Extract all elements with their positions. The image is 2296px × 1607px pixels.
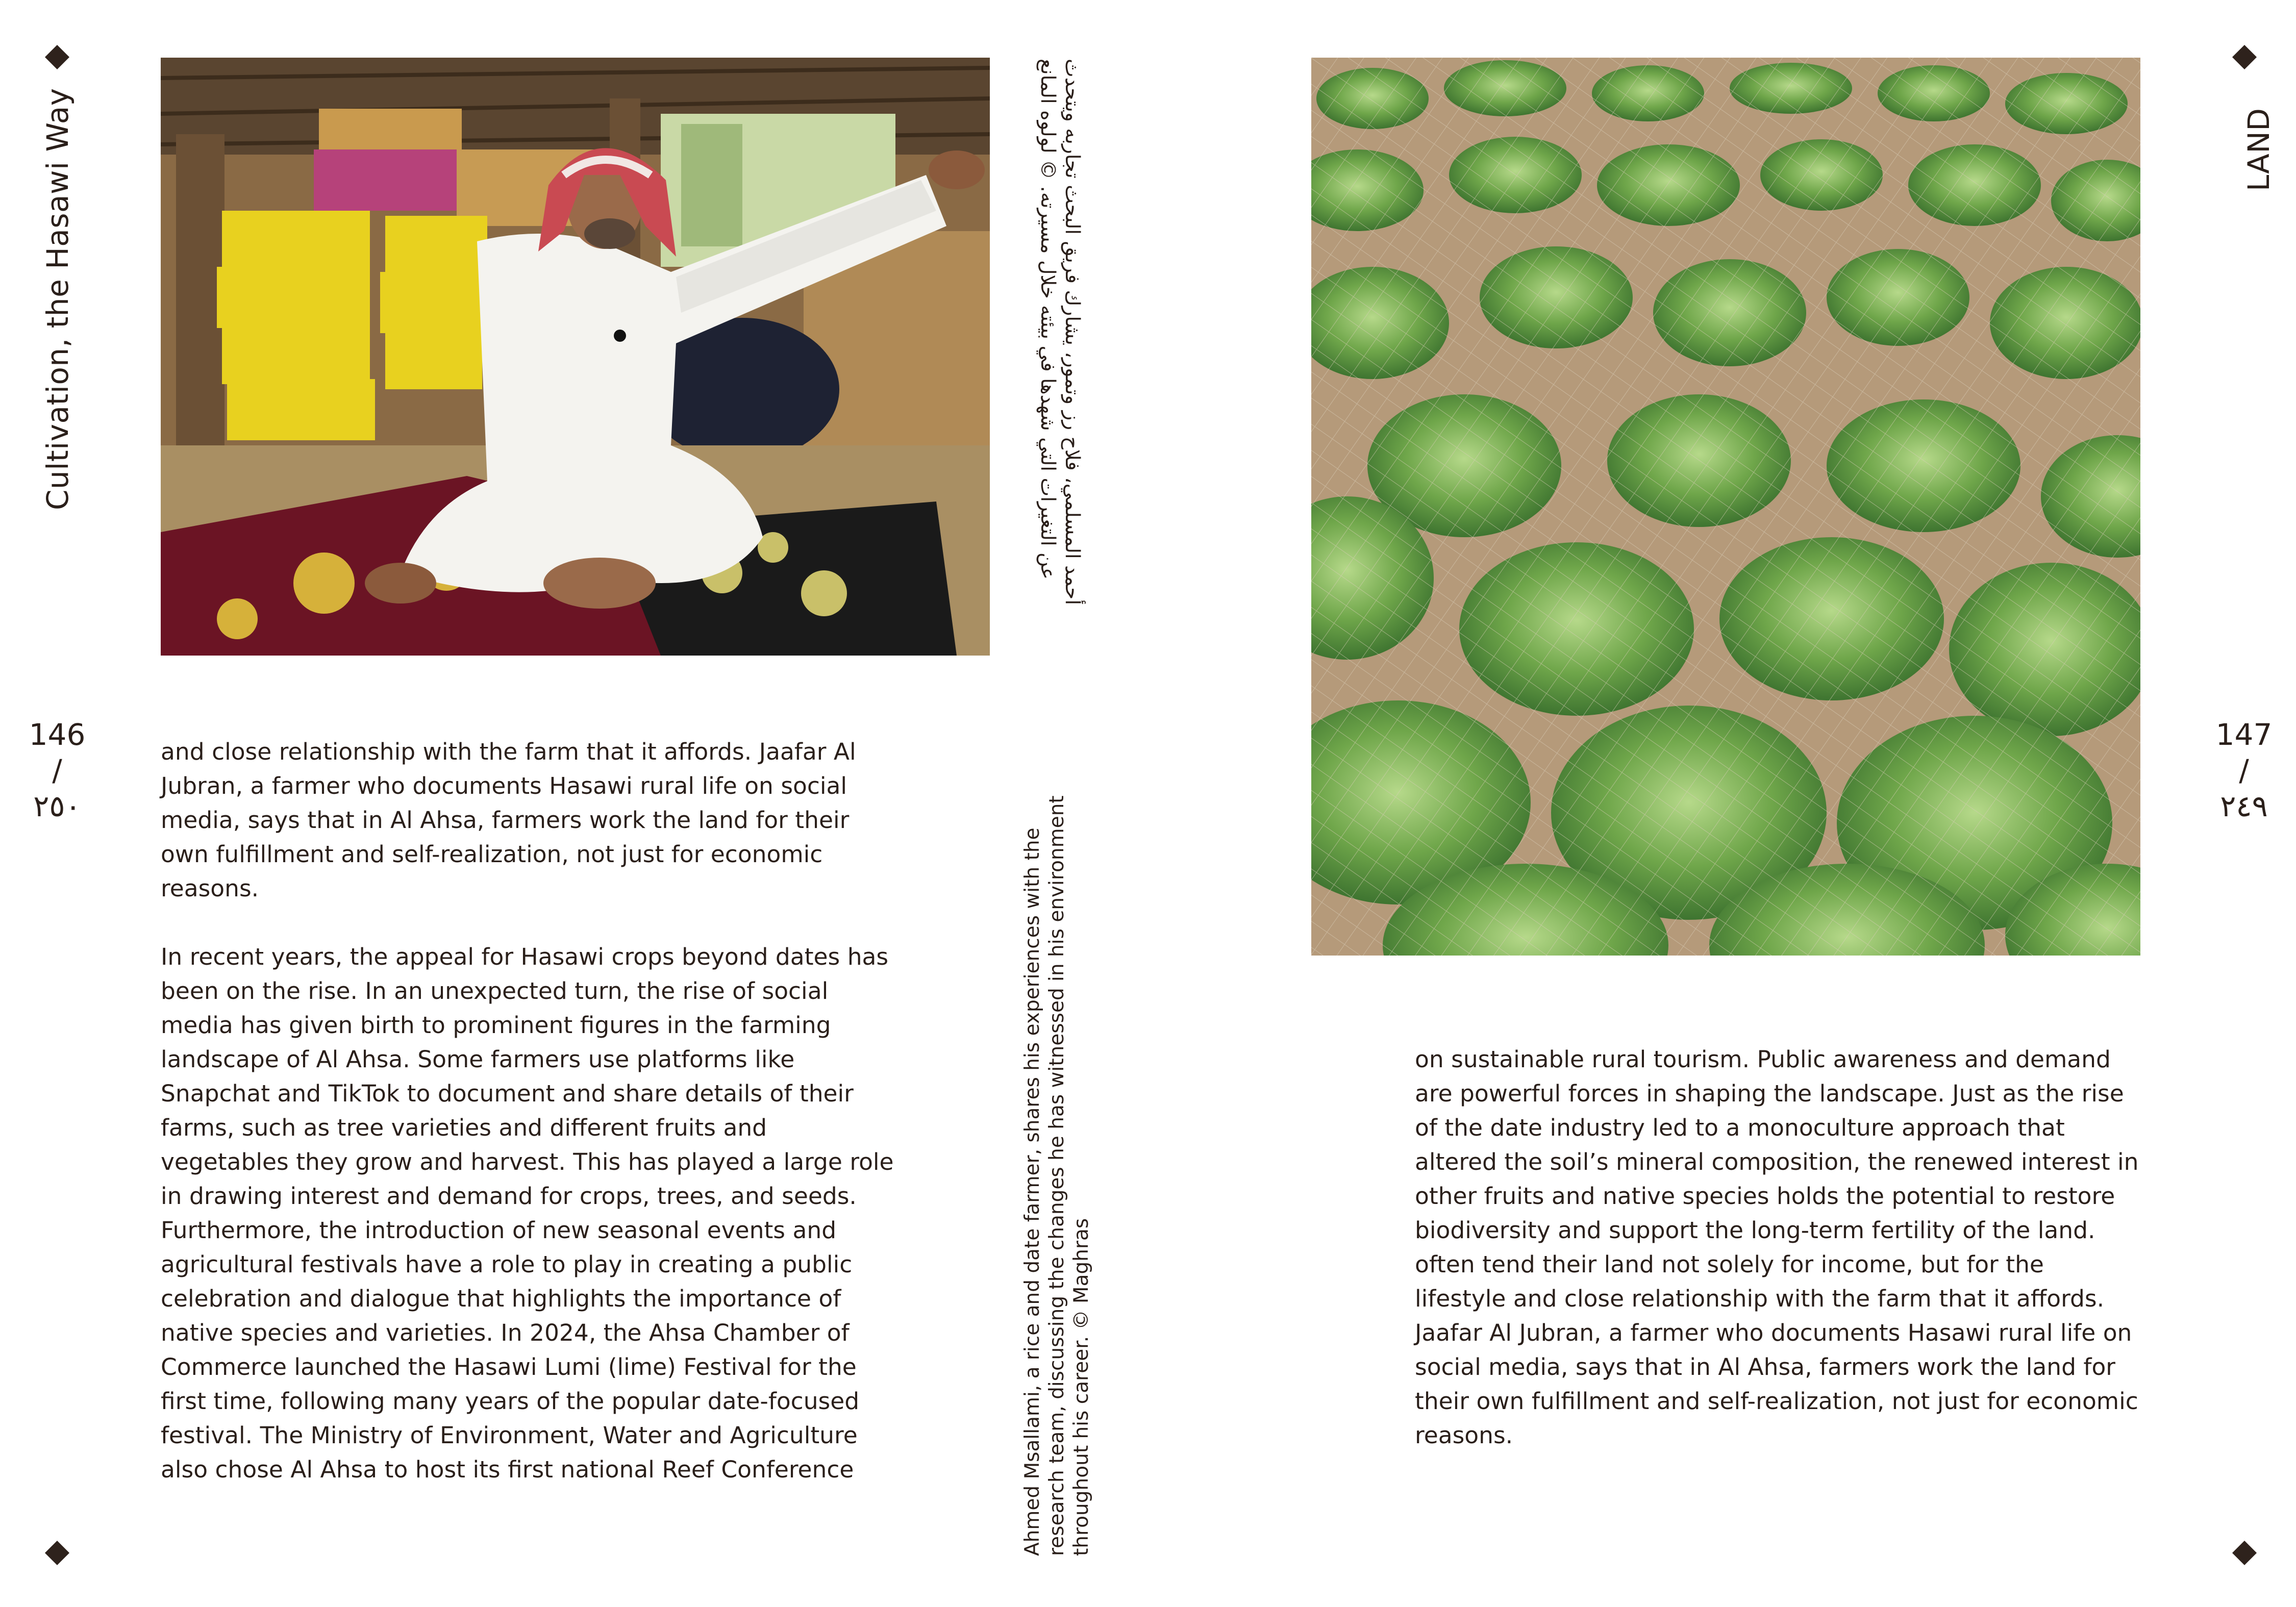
page-number-arabic: ٢٤٩ xyxy=(2220,789,2268,823)
diamond-icon xyxy=(2232,45,2257,69)
lettuce-field-photo xyxy=(1311,58,2140,956)
right-paragraph-1: on sustainable rural tourism. Public awareness and demand are powerful forces in shaping the landscape. Just as the rise of the date industry led to a monoculture approach that altered the soil’s mineral composition, the renewed interest in other fruits and native species holds the potential to restore biodiversity and support the long-term fertility of the land. often tend their land not solely for income, but for the lifestyle and close relationship with the farm that it affords. Jaafar Al Jubran, a farmer who documents Hasawi rural life on social media, says that in Al Ahsa, farmers work the land for their own fulfillment and self-realization, not just for economic reasons. xyxy=(1415,1046,2139,1449)
diamond-icon xyxy=(45,45,69,69)
caption-line: Ahmed Msallami, a rice and date farmer, shares his experiences with the xyxy=(1021,827,1044,1556)
right-body-text xyxy=(1415,1042,2139,1487)
page-number: 146 xyxy=(29,717,86,752)
page-number-separator: / xyxy=(2239,753,2249,788)
caption-line: research team, discussing the changes he has witnessed in his environment xyxy=(1045,795,1068,1556)
farmer-photo xyxy=(161,58,990,656)
page-number-separator: / xyxy=(52,753,62,788)
page-number: 147 xyxy=(2215,717,2273,752)
page-number-arabic: ٢٥٠ xyxy=(33,789,81,823)
caption-line: عن التغيرات التي شهدها في بيئته خلال مسيرته. © لولوه المانع xyxy=(1036,59,1059,580)
farmer-photo-illustration xyxy=(161,58,990,656)
caption-line: throughout his career. © Maghras xyxy=(1070,1218,1093,1556)
diamond-icon xyxy=(45,1541,69,1565)
photo-caption-arabic xyxy=(1035,59,1084,605)
photo-caption-english xyxy=(1020,795,1094,1556)
diamond-icon xyxy=(2232,1541,2257,1565)
left-paragraph-1: and close relationship with the farm that it affords. Jaafar Al Jubran, a farmer who documents Hasawi rural life on social media, says that in Al Ahsa, farmers work the land for their own fulfillment and self-realization, not just for economic reasons. xyxy=(161,738,856,902)
right-folio xyxy=(2208,717,2280,824)
lettuce-field-illustration xyxy=(1311,58,2140,956)
left-body-text xyxy=(161,735,901,1521)
left-folio xyxy=(21,717,93,824)
right-running-title: LAND xyxy=(2241,108,2276,191)
left-paragraph-2: In recent years, the appeal for Hasawi crops beyond dates has been on the rise. In an unexpected turn, the rise of social media has given birth to prominent figures in the farming landscape of Al Ahsa. Some farmers use platforms like Snapchat and TikTok to document and share details of their farms, such as tree varieties and different fruits and vegetables they grow and harvest. This has played a large role in drawing interest and demand for crops, trees, and seeds. Furthermore, the introduction of new seasonal events and agricultural festivals have a role to play in creating a public celebration and dialogue that highlights the importance of native species and varieties. In 2024, the Ahsa Chamber of Commerce launched the Hasawi Lumi (lime) Festival for the first time, following many years of the popular date-focused festival. The Ministry of Environment, Water and Agriculture also chose Al Ahsa to host its first national Reef Conference xyxy=(161,943,894,1483)
left-running-title: Cultivation, the Hasawi Way xyxy=(40,88,75,510)
caption-line: أحمد المسلمي، فلاح رز وتمور، يشارك فريق البحث تجاربه ويتحدث xyxy=(1061,59,1084,606)
